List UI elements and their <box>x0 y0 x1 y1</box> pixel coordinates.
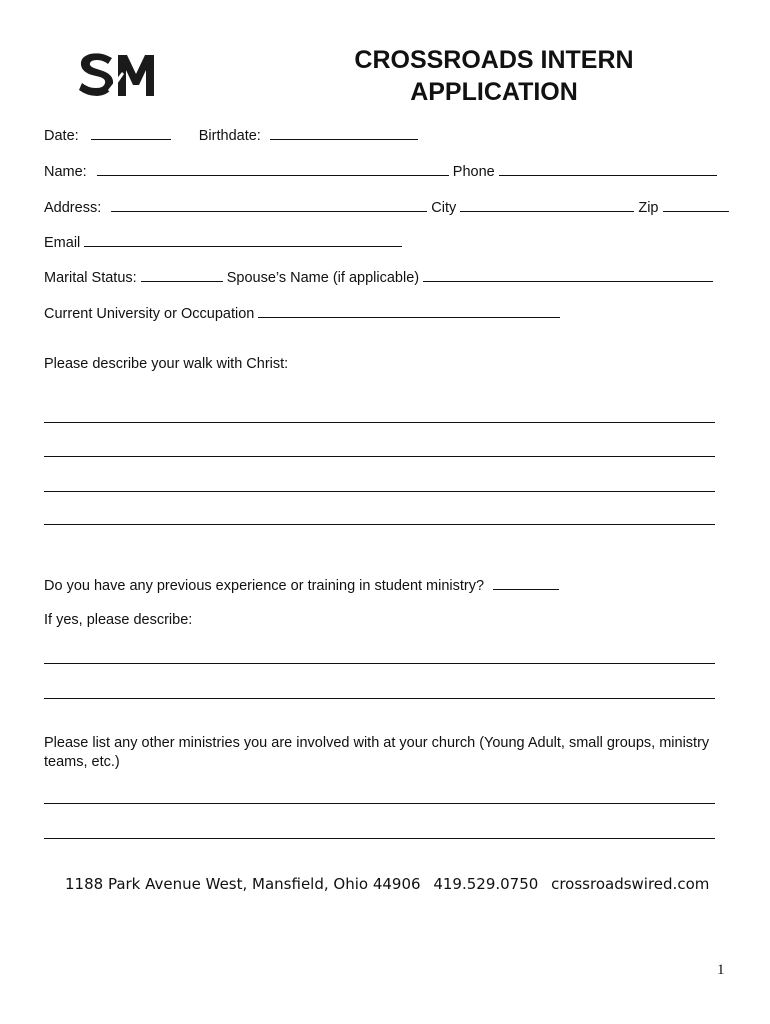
experience-field[interactable] <box>493 575 559 590</box>
footer-website: crossroadswired.com <box>551 875 710 893</box>
university-label: Current University or Occupation <box>44 306 255 322</box>
logo-letter-m <box>118 55 154 96</box>
phone-field[interactable] <box>499 161 717 176</box>
address-row <box>44 197 729 217</box>
name-label: Name: <box>44 164 87 180</box>
marital-row <box>44 267 713 287</box>
footer-address: 1188 Park Avenue West, Mansfield, Ohio 44906 <box>65 875 421 893</box>
date-label: Date: <box>44 128 79 144</box>
phone-label: Phone <box>452 164 495 180</box>
sm-logo <box>78 52 158 98</box>
walk-answer-line[interactable] <box>44 524 715 525</box>
form-title <box>300 44 688 108</box>
walk-answer-line[interactable] <box>44 422 715 423</box>
email-field[interactable] <box>84 232 402 247</box>
spouse-name-field[interactable] <box>423 267 713 282</box>
footer-phone: 419.529.0750 <box>433 875 539 893</box>
name-field[interactable] <box>97 161 449 176</box>
page-number: 1 <box>717 962 725 978</box>
logo-letter-s <box>79 53 113 96</box>
address-field[interactable] <box>111 197 427 212</box>
walk-answer-line[interactable] <box>44 456 715 457</box>
university-row <box>44 303 560 323</box>
email-row <box>44 232 402 252</box>
marital-status-field[interactable] <box>141 267 223 282</box>
experience-answer-line[interactable] <box>44 698 715 699</box>
date-row <box>44 125 418 145</box>
footer-contact <box>65 875 717 893</box>
city-label: City <box>431 200 457 216</box>
experience-answer-line[interactable] <box>44 663 715 664</box>
if-yes-label: If yes, please describe: <box>44 612 193 628</box>
city-field[interactable] <box>460 197 634 212</box>
date-field[interactable] <box>91 125 171 140</box>
ministries-question: Please list any other ministries you are involved with at your church (Young Adult, small groups, ministry teams, etc.) <box>44 735 710 770</box>
walk-answer-line[interactable] <box>44 491 715 492</box>
experience-row <box>44 575 559 595</box>
zip-label: Zip <box>638 200 659 216</box>
title-line-2: APPLICATION <box>410 78 578 106</box>
ministries-answer-line[interactable] <box>44 838 715 839</box>
birthdate-field[interactable] <box>270 125 418 140</box>
spouse-name-label: Spouse’s Name (if applicable) <box>226 270 420 286</box>
title-line-1: CROSSROADS INTERN <box>354 46 634 74</box>
email-label: Email <box>44 235 81 251</box>
name-row <box>44 161 717 181</box>
birthdate-label: Birthdate: <box>198 128 261 144</box>
marital-status-label: Marital Status: <box>44 270 137 286</box>
walk-question: Please describe your walk with Christ: <box>44 356 289 372</box>
ministries-answer-line[interactable] <box>44 803 715 804</box>
experience-question: Do you have any previous experience or training in student ministry? <box>44 578 485 594</box>
address-label: Address: <box>44 200 102 216</box>
zip-field[interactable] <box>663 197 729 212</box>
university-field[interactable] <box>258 303 560 318</box>
